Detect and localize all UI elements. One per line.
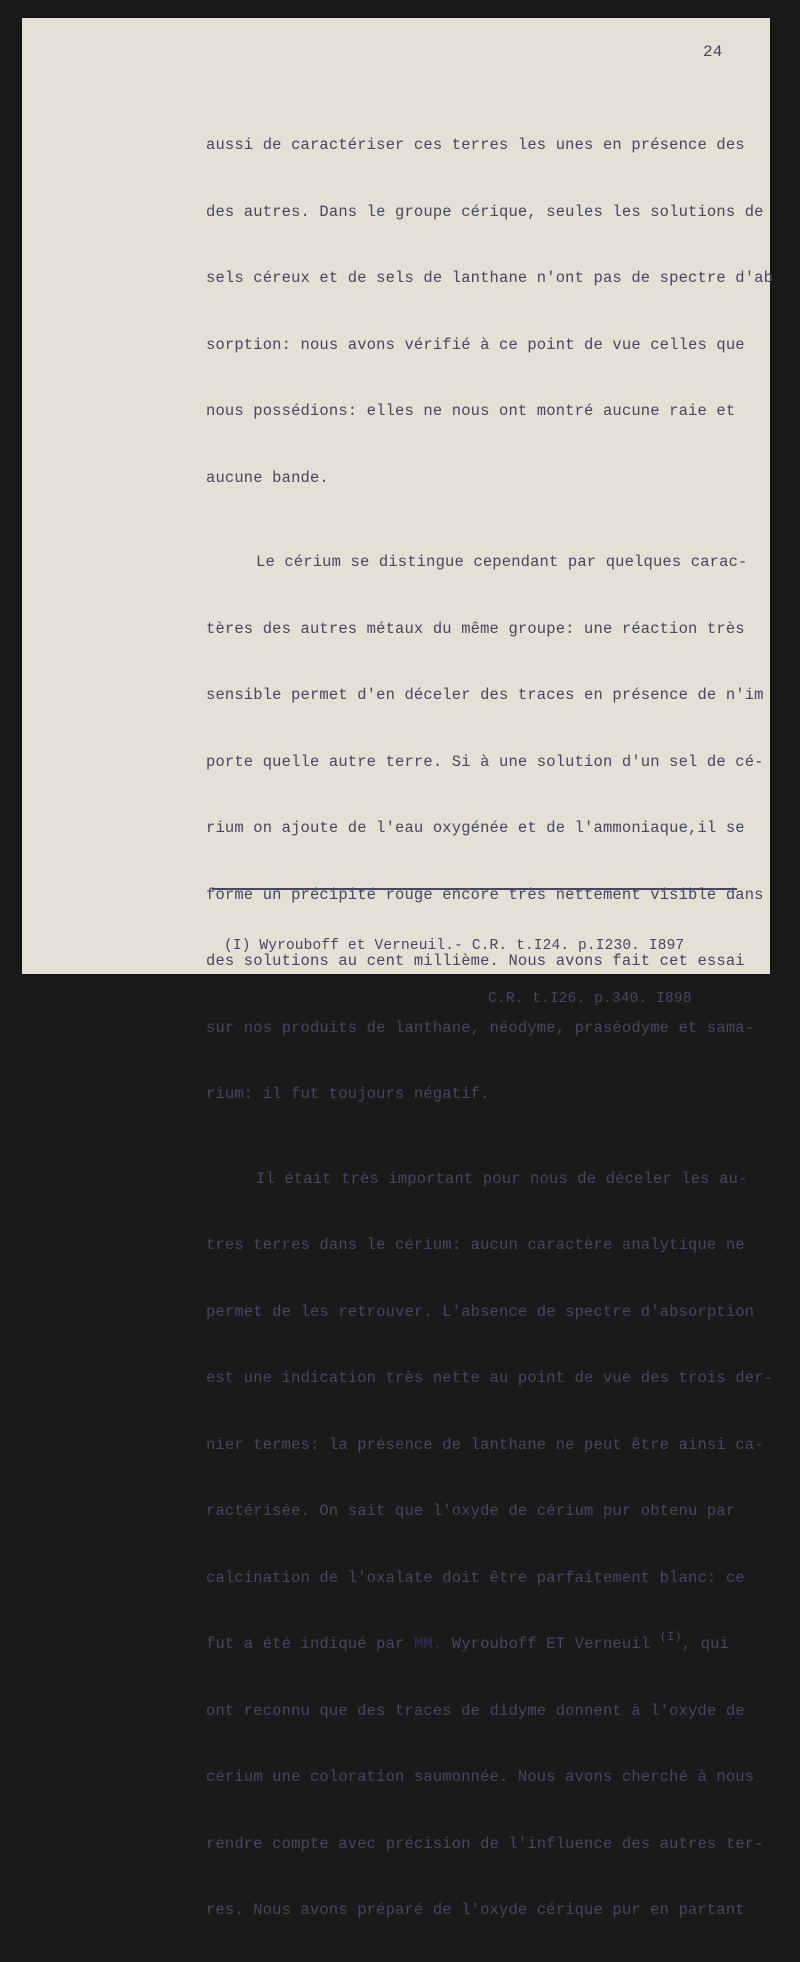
text-line: forme un précipité rouge encore très nettement visible dans xyxy=(206,885,764,904)
text-line: des autres. Dans le groupe cérique, seules les solutions de xyxy=(206,202,764,221)
footnotes xyxy=(224,904,692,1042)
footnote-reference: (I) xyxy=(659,1630,682,1644)
text-line: tères des autres métaux du même groupe: une réaction très xyxy=(206,619,745,638)
text-line: porte quelle autre terre. Si à une solution d'un sel de cé- xyxy=(206,752,764,771)
footnote-line: (I) Wyrouboff et Verneuil.- C.R. t.I24. p.I230. I897 xyxy=(224,938,685,954)
text-line: rium on ajoute de l'eau oxygénée et de l'ammoniaque,il se xyxy=(206,819,745,837)
text-line: est une indication très nette au point de vue des trois der- xyxy=(206,1369,774,1387)
text-line: ractérisée. On sait que l'oxyde de cérium pur obtenu par xyxy=(206,1502,736,1520)
page-number: 24 xyxy=(703,43,723,61)
text-line: rium: il fut toujours négatif. xyxy=(206,1085,490,1103)
text-fragment: Wyrouboff ET Verneuil xyxy=(442,1635,660,1653)
text-line: sels céreux et de sels de lanthane n'ont pas de spectre d'ab xyxy=(206,269,774,287)
text-line: permet de les retrouver. L'absence de spectre d'absorption xyxy=(206,1302,755,1321)
text-line-with-reference xyxy=(206,1629,773,1660)
text-line: sur nos produits de lanthane, néodyme, praséodyme et sama- xyxy=(206,1018,755,1037)
text-line: ont reconnu que des traces de didyme donnent à l'oxyde de xyxy=(206,1701,745,1720)
text-line: tres terres dans le cérium: aucun caractère analytique ne xyxy=(206,1236,745,1254)
footnote-line: C.R. t.I26. p.340. I898 xyxy=(488,991,692,1007)
text-line: Le cérium se distingue cependant par quelques carac- xyxy=(256,553,748,571)
footnote-divider xyxy=(212,888,737,890)
text-fragment: fut a été indiqué par xyxy=(206,1635,414,1653)
text-line: res. Nous avons préparé de l'oxyde cérique pur en partant xyxy=(206,1901,745,1919)
text-line: Il était très important pour nous de déceler les au- xyxy=(256,1169,748,1188)
text-line: rendre compte avec précision de l'influence des autres ter- xyxy=(206,1834,764,1853)
text-line: nier termes: la présence de lanthane ne peut être ainsi ca- xyxy=(206,1435,764,1454)
text-line: des solutions au cent millième. Nous avons fait cet essai xyxy=(206,952,745,970)
text-fragment: MM. xyxy=(413,1635,443,1653)
text-line: calcination de l'oxalate doit être parfaitement blanc: ce xyxy=(206,1568,745,1587)
text-fragment: , qui xyxy=(681,1635,730,1653)
text-line: aucune bande. xyxy=(206,468,329,487)
text-line: aussi de caractériser ces terres les unes en présence des xyxy=(206,136,745,154)
text-line: nous possédions: elles ne nous ont montré aucune raie et xyxy=(206,402,736,420)
document-page xyxy=(22,18,774,1919)
text-line: sorption: nous avons vérifié à ce point de vue celles que xyxy=(206,335,745,354)
text-line: sensible permet d'en déceler des traces en présence de n'im xyxy=(206,686,764,704)
text-line: cérium une coloration saumonnée. Nous avons cherché à nous xyxy=(206,1768,755,1786)
